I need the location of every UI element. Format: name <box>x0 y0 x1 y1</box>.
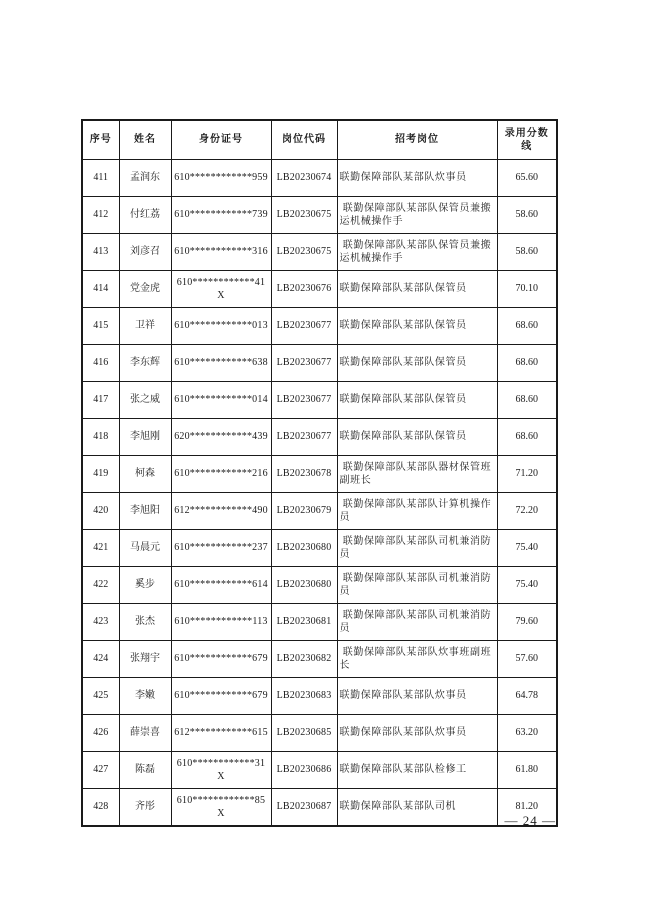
cell-name: 奚步 <box>119 567 171 604</box>
cell-score: 75.40 <box>497 567 557 604</box>
cell-id-number: 610************739 <box>171 197 271 234</box>
table-row <box>82 197 557 234</box>
cell-position: 联勤保障部队某部队保管员兼搬运机械操作手 <box>337 197 497 234</box>
cell-name: 齐彤 <box>119 789 171 827</box>
cell-position-code: LB20230680 <box>271 530 337 567</box>
table-row <box>82 493 557 530</box>
cell-position-code: LB20230676 <box>271 271 337 308</box>
cell-no: 417 <box>82 382 119 419</box>
cell-score: 63.20 <box>497 715 557 752</box>
cell-id-number: 610************959 <box>171 160 271 197</box>
cell-position-code: LB20230675 <box>271 197 337 234</box>
cell-position-code: LB20230677 <box>271 345 337 382</box>
cell-position: 联勤保障部队某部队炊事员 <box>337 160 497 197</box>
column-header-score-line: 录用分数线 <box>497 120 557 160</box>
cell-position-code: LB20230678 <box>271 456 337 493</box>
cell-no: 411 <box>82 160 119 197</box>
cell-score: 68.60 <box>497 382 557 419</box>
cell-id-number: 610************679 <box>171 641 271 678</box>
cell-score: 68.60 <box>497 345 557 382</box>
cell-score: 68.60 <box>497 419 557 456</box>
cell-no: 422 <box>82 567 119 604</box>
cell-score: 81.20 <box>497 789 557 827</box>
cell-name: 党金虎 <box>119 271 171 308</box>
column-header-serial: 序号 <box>82 120 119 160</box>
table-row <box>82 382 557 419</box>
cell-position-code: LB20230681 <box>271 604 337 641</box>
cell-id-number: 610************614 <box>171 567 271 604</box>
cell-position: 联勤保障部队某部队炊事班副班长 <box>337 641 497 678</box>
cell-score: 68.60 <box>497 308 557 345</box>
page-number: — 24 — <box>504 813 556 828</box>
cell-name: 刘彦召 <box>119 234 171 271</box>
cell-name: 付红荔 <box>119 197 171 234</box>
cell-no: 413 <box>82 234 119 271</box>
table-row <box>82 641 557 678</box>
cell-name: 柯森 <box>119 456 171 493</box>
cell-position: 联勤保障部队某部队检修工 <box>337 752 497 789</box>
cell-score: 57.60 <box>497 641 557 678</box>
cell-position-code: LB20230677 <box>271 382 337 419</box>
table-row <box>82 567 557 604</box>
cell-no: 427 <box>82 752 119 789</box>
cell-score: 79.60 <box>497 604 557 641</box>
cell-position: 联勤保障部队某部队司机兼消防员 <box>337 604 497 641</box>
cell-no: 412 <box>82 197 119 234</box>
cell-name: 孟润东 <box>119 160 171 197</box>
cell-id-number: 610************85X <box>171 789 271 827</box>
cell-no: 426 <box>82 715 119 752</box>
cell-id-number: 610************113 <box>171 604 271 641</box>
cell-id-number: 610************638 <box>171 345 271 382</box>
cell-id-number: 620************439 <box>171 419 271 456</box>
cell-id-number: 610************31X <box>171 752 271 789</box>
table-row <box>82 604 557 641</box>
cell-position-code: LB20230685 <box>271 715 337 752</box>
cell-position: 联勤保障部队某部队保管员 <box>337 382 497 419</box>
cell-position: 联勤保障部队某部队计算机操作员 <box>337 493 497 530</box>
cell-score: 64.78 <box>497 678 557 715</box>
cell-name: 李旭刚 <box>119 419 171 456</box>
column-header-position-code: 岗位代码 <box>271 120 337 160</box>
cell-id-number: 610************216 <box>171 456 271 493</box>
cell-position-code: LB20230687 <box>271 789 337 827</box>
cell-score: 61.80 <box>497 752 557 789</box>
cell-name: 卫祥 <box>119 308 171 345</box>
cell-position-code: LB20230677 <box>271 419 337 456</box>
cell-id-number: 612************615 <box>171 715 271 752</box>
table-row <box>82 419 557 456</box>
table-row <box>82 345 557 382</box>
table-row <box>82 160 557 197</box>
cell-no: 414 <box>82 271 119 308</box>
table-body <box>82 160 557 827</box>
cell-position: 联勤保障部队某部队炊事员 <box>337 678 497 715</box>
cell-id-number: 610************316 <box>171 234 271 271</box>
cell-name: 张翔宇 <box>119 641 171 678</box>
cell-no: 416 <box>82 345 119 382</box>
cell-position: 联勤保障部队某部队器材保管班副班长 <box>337 456 497 493</box>
table-row <box>82 456 557 493</box>
cell-id-number: 610************014 <box>171 382 271 419</box>
column-header-position: 招考岗位 <box>337 120 497 160</box>
cell-no: 424 <box>82 641 119 678</box>
cell-name: 李嫩 <box>119 678 171 715</box>
cell-score: 72.20 <box>497 493 557 530</box>
cell-position-code: LB20230674 <box>271 160 337 197</box>
cell-score: 75.40 <box>497 530 557 567</box>
table-row <box>82 530 557 567</box>
cell-name: 薛崇喜 <box>119 715 171 752</box>
table-row <box>82 715 557 752</box>
cell-score: 58.60 <box>497 234 557 271</box>
cell-no: 421 <box>82 530 119 567</box>
cell-position: 联勤保障部队某部队保管员兼搬运机械操作手 <box>337 234 497 271</box>
cell-id-number: 610************237 <box>171 530 271 567</box>
cell-name: 陈磊 <box>119 752 171 789</box>
cell-position-code: LB20230679 <box>271 493 337 530</box>
cell-position: 联勤保障部队某部队司机兼消防员 <box>337 567 497 604</box>
cell-position-code: LB20230677 <box>271 308 337 345</box>
cell-score: 71.20 <box>497 456 557 493</box>
cell-id-number: 610************679 <box>171 678 271 715</box>
cell-name: 李东辉 <box>119 345 171 382</box>
cell-no: 423 <box>82 604 119 641</box>
cell-no: 415 <box>82 308 119 345</box>
cell-position: 联勤保障部队某部队司机 <box>337 789 497 827</box>
cell-position: 联勤保障部队某部队保管员 <box>337 271 497 308</box>
cell-no: 425 <box>82 678 119 715</box>
recruitment-score-table <box>81 119 558 827</box>
cell-score: 65.60 <box>497 160 557 197</box>
cell-name: 张杰 <box>119 604 171 641</box>
cell-position-code: LB20230682 <box>271 641 337 678</box>
table-row <box>82 752 557 789</box>
cell-name: 张之威 <box>119 382 171 419</box>
cell-name: 马晨元 <box>119 530 171 567</box>
cell-name: 李旭阳 <box>119 493 171 530</box>
cell-position: 联勤保障部队某部队司机兼消防员 <box>337 530 497 567</box>
cell-position: 联勤保障部队某部队保管员 <box>337 419 497 456</box>
cell-no: 419 <box>82 456 119 493</box>
column-header-name: 姓名 <box>119 120 171 160</box>
cell-id-number: 610************41X <box>171 271 271 308</box>
cell-position-code: LB20230686 <box>271 752 337 789</box>
cell-score: 70.10 <box>497 271 557 308</box>
table-row <box>82 234 557 271</box>
table-row <box>82 678 557 715</box>
cell-position: 联勤保障部队某部队保管员 <box>337 345 497 382</box>
cell-no: 420 <box>82 493 119 530</box>
table-row <box>82 271 557 308</box>
cell-id-number: 612************490 <box>171 493 271 530</box>
cell-no: 428 <box>82 789 119 827</box>
cell-position: 联勤保障部队某部队炊事员 <box>337 715 497 752</box>
cell-position-code: LB20230675 <box>271 234 337 271</box>
table-row <box>82 308 557 345</box>
cell-position-code: LB20230680 <box>271 567 337 604</box>
cell-score: 58.60 <box>497 197 557 234</box>
table-header-row <box>82 120 557 160</box>
cell-position-code: LB20230683 <box>271 678 337 715</box>
cell-position: 联勤保障部队某部队保管员 <box>337 308 497 345</box>
cell-no: 418 <box>82 419 119 456</box>
column-header-id-number: 身份证号 <box>171 120 271 160</box>
cell-id-number: 610************013 <box>171 308 271 345</box>
